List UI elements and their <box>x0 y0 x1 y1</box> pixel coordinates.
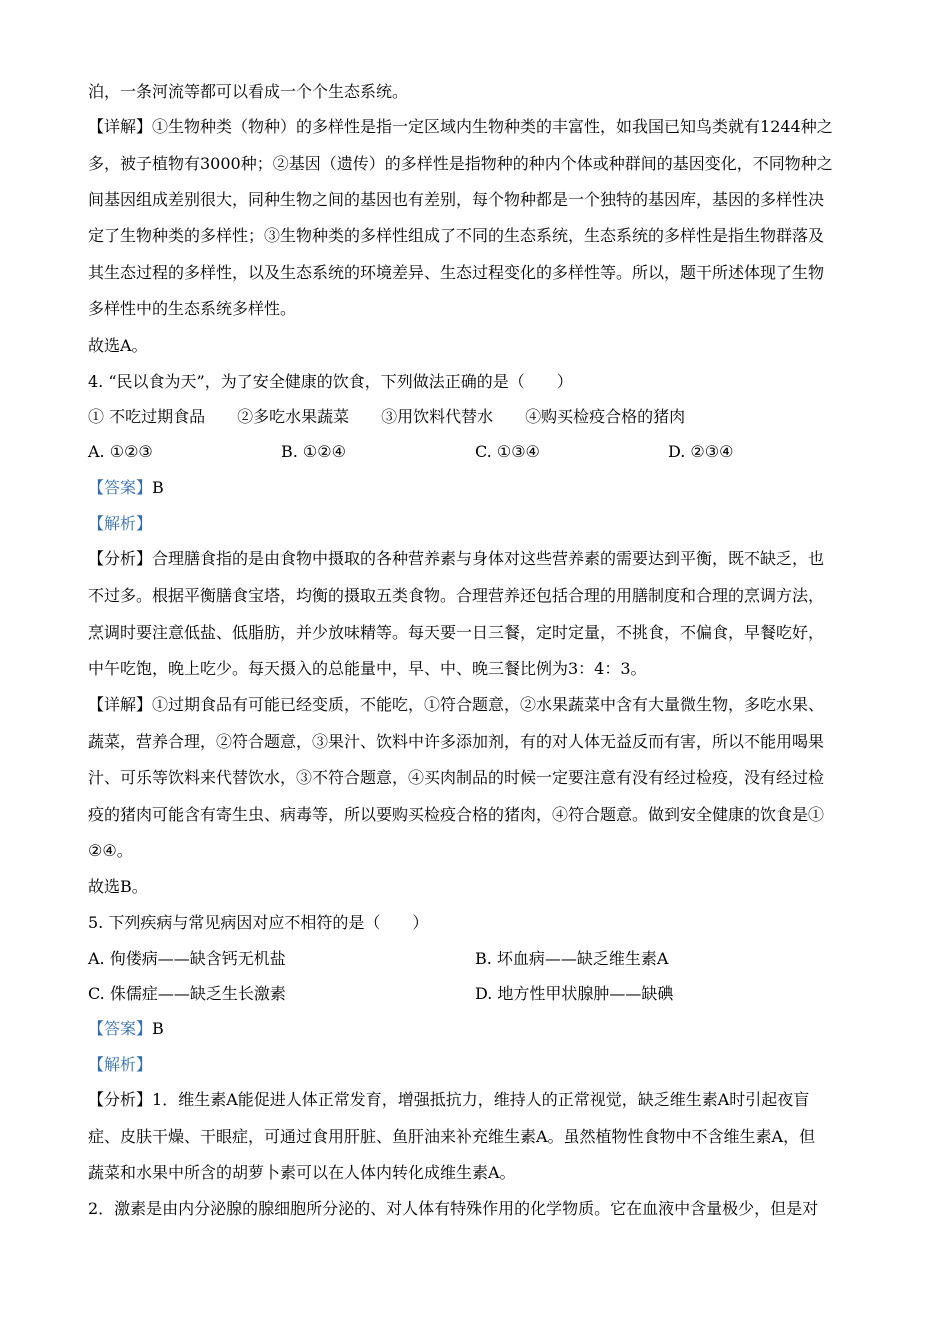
fenxi-label: 【分析】 <box>88 1090 153 1109</box>
question-5-option-c: C. 侏儒症——缺乏生长激素 <box>88 984 286 1003</box>
text-line: 不过多。根据平衡膳食宝塔，均衡的摄取五类食物。合理营养还包括合理的用膳制度和合理的烹调方法， <box>88 586 825 605</box>
question-4-stem: 4. “民以食为天”，为了安全健康的饮食，下列做法正确的是（ ） <box>88 372 573 391</box>
question-4-items: ① 不吃过期食品 ②多吃水果蔬菜 ③用饮料代替水 ④购买检疫合格的猪肉 <box>88 407 686 426</box>
detail-text: ①生物种类（物种）的多样性是指一定区域内生物种类的丰富性，如我国已知鸟类就有1244种之 <box>152 117 833 136</box>
text-line: 多样性中的生态系统多样性。 <box>88 299 297 318</box>
analysis-paragraph-line <box>88 549 868 569</box>
detail-paragraph-line <box>88 695 868 715</box>
text-line: 间基因组成差别很大，同种生物之间的基因也有差别，每个物种都是一个独特的基因库，基因的多样性决 <box>88 190 825 209</box>
fenxi-label: 【分析】 <box>88 549 153 568</box>
analysis-label: 【解析】 <box>88 1055 153 1074</box>
text-line: 疫的猪肉可能含有寄生虫、病毒等，所以要购买检疫合格的猪肉，④符合题意。做到安全健康的饮食是① <box>88 805 825 824</box>
question-5-stem: 5. 下列疾病与常见病因对应不相符的是（ ） <box>88 913 429 932</box>
text-line: 蔬菜和水果中所含的胡萝卜素可以在人体内转化成维生素A。 <box>88 1163 516 1182</box>
question-5-option-d: D. 地方性甲状腺肿——缺碘 <box>475 984 674 1003</box>
choice-line: 故选A。 <box>88 336 148 355</box>
fenxi-text: 合理膳食指的是由食物中摄取的各种营养素与身体对这些营养素的需要达到平衡，既不缺乏，也 <box>152 549 825 568</box>
detail-label: 【详解】 <box>88 695 153 714</box>
question-4-option-d: D. ②③④ <box>668 442 734 461</box>
text-line: 中午吃饱，晚上吃少。每天摄入的总能量中，早、中、晚三餐比例为3：4：3。 <box>88 659 647 678</box>
question-5-answer <box>88 1019 868 1039</box>
detail-text: ①过期食品有可能已经变质，不能吃，①符合题意，②水果蔬菜中含有大量微生物，多吃水果、 <box>152 695 825 714</box>
text-line: 泊，一条河流等都可以看成一个个生态系统。 <box>88 82 409 101</box>
question-4-option-b: B. ①②④ <box>281 442 346 461</box>
question-5-option-b: B. 坏血病——缺乏维生素A <box>475 949 669 968</box>
question-5-option-a: A. 佝偻病——缺含钙无机盐 <box>88 949 286 968</box>
analysis-label: 【解析】 <box>88 514 153 533</box>
detail-label: 【详解】 <box>88 117 153 136</box>
question-4-option-a: A. ①②③ <box>88 442 153 461</box>
text-line: ②④。 <box>88 841 133 860</box>
question-4-answer <box>88 478 868 498</box>
analysis-paragraph-line <box>88 1090 868 1110</box>
answer-label: 【答案】 <box>88 478 153 497</box>
text-line: 症、皮肤干燥、干眼症，可通过食用肝脏、鱼肝油来补充维生素A。虽然植物性食物中不含维生素A，但 <box>88 1127 816 1146</box>
text-line: 其生态过程的多样性，以及生态系统的环境差异、生态过程变化的多样性等。所以，题干所述体现了生物 <box>88 263 825 282</box>
text-line: 定了生物种类的多样性；③生物种类的多样性组成了不同的生态系统，生态系统的多样性是指生物群落及 <box>88 226 825 245</box>
answer-value: B <box>152 1019 164 1038</box>
fenxi-text: 1．维生素A能促进人体正常发育，增强抵抗力，维持人的正常视觉，缺乏维生素A时引起夜盲 <box>152 1090 810 1109</box>
question-4-option-c: C. ①③④ <box>475 442 540 461</box>
text-line: 多，被子植物有3000种；②基因（遗传）的多样性是指物种的种内个体或种群间的基因变化，不同物种之 <box>88 154 833 173</box>
text-line: 蔬菜，营养合理，②符合题意，③果汁、饮料中许多添加剂，有的对人体无益反而有害，所以不能用喝果 <box>88 732 825 751</box>
choice-line: 故选B。 <box>88 877 148 896</box>
text-line: 2．激素是由内分泌腺的腺细胞所分泌的、对人体有特殊作用的化学物质。它在血液中含量极少，但是对 <box>88 1199 819 1218</box>
detail-paragraph-line <box>88 117 868 137</box>
text-line: 烹调时要注意低盐、低脂肪，并少放味精等。每天要一日三餐，定时定量，不挑食，不偏食，早餐吃好， <box>88 623 825 642</box>
answer-label: 【答案】 <box>88 1019 153 1038</box>
answer-value: B <box>152 478 164 497</box>
text-line: 汁、可乐等饮料来代替饮水，③不符合题意，④买肉制品的时候一定要注意有没有经过检疫，没有经过检 <box>88 768 825 787</box>
